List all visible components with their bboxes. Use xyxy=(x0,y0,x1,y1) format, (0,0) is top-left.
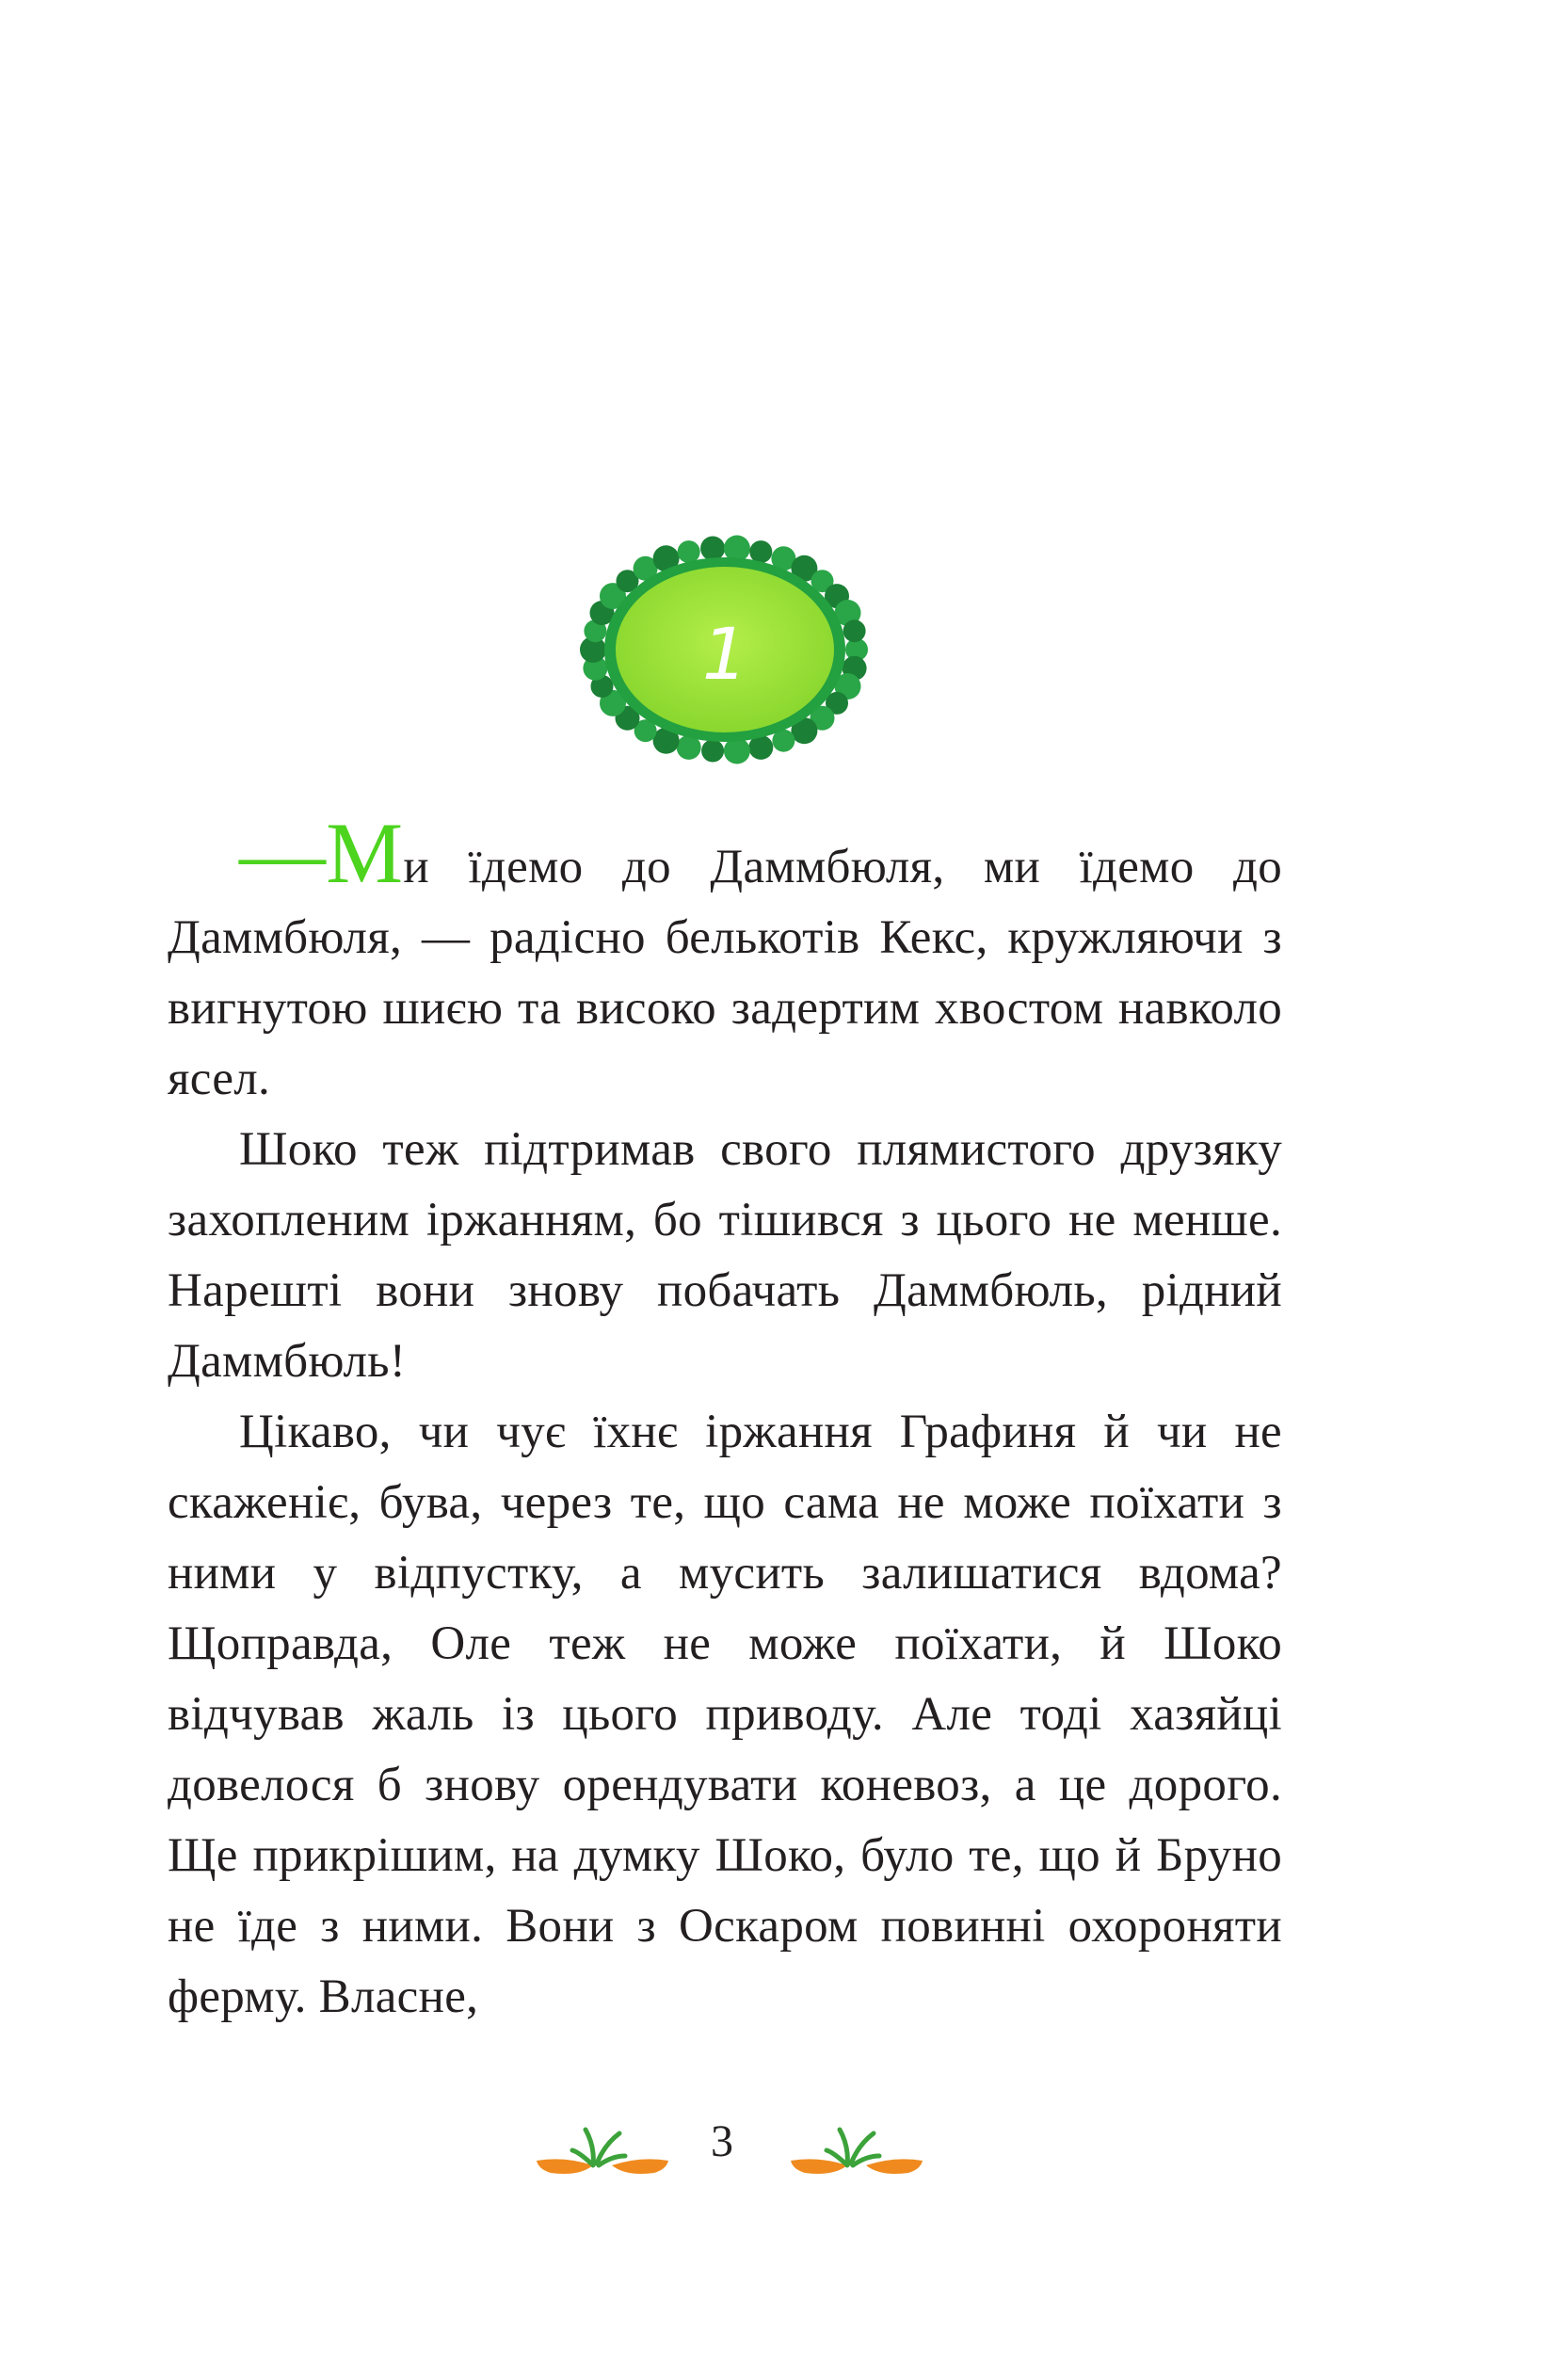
drop-cap: —М xyxy=(239,805,404,901)
paragraph-1 xyxy=(168,805,1282,1115)
paragraph-1-text: и їдемо до Даммбюля, ми їдемо до Даммбюля, — радісно белькотів Кекс, кружляючи з вигнутою шиєю та високо задертим хвостом навколо ясел. xyxy=(168,841,1282,1105)
carrot-icon xyxy=(527,2118,678,2184)
chapter-number: 1 xyxy=(701,611,748,696)
page-number: 3 xyxy=(711,2116,733,2166)
paragraph-2: Шоко теж підтримав свого плямистого друзяку захопленим іржанням, бо тішився з цього не менше. Нарешті вони знову побачать Даммбюль, рідний Даммбюль! xyxy=(168,1123,1282,1388)
body-text xyxy=(168,805,1282,2033)
page-footer xyxy=(0,2109,1557,2194)
carrot-icon xyxy=(781,2118,932,2184)
chapter-badge xyxy=(565,527,885,772)
paragraph-3: Цікаво, чи чує їхнє іржання Графиня й чи не скаженіє, бува, через те, що сама не може поїхати з ними у відпустку, а мусить залишатися вдома? Щоправда, Оле теж не може поїхати, й Шоко відчував жаль із цього приводу. Але тоді хазяйці довелося б знову орендувати коневоз, а це дорого. Ще прикрішим, на думку Шоко, було те, що й Бруно не їде з ними. Вони з Оскаром повинні охороняти ферму. Власне, xyxy=(168,1406,1282,2023)
